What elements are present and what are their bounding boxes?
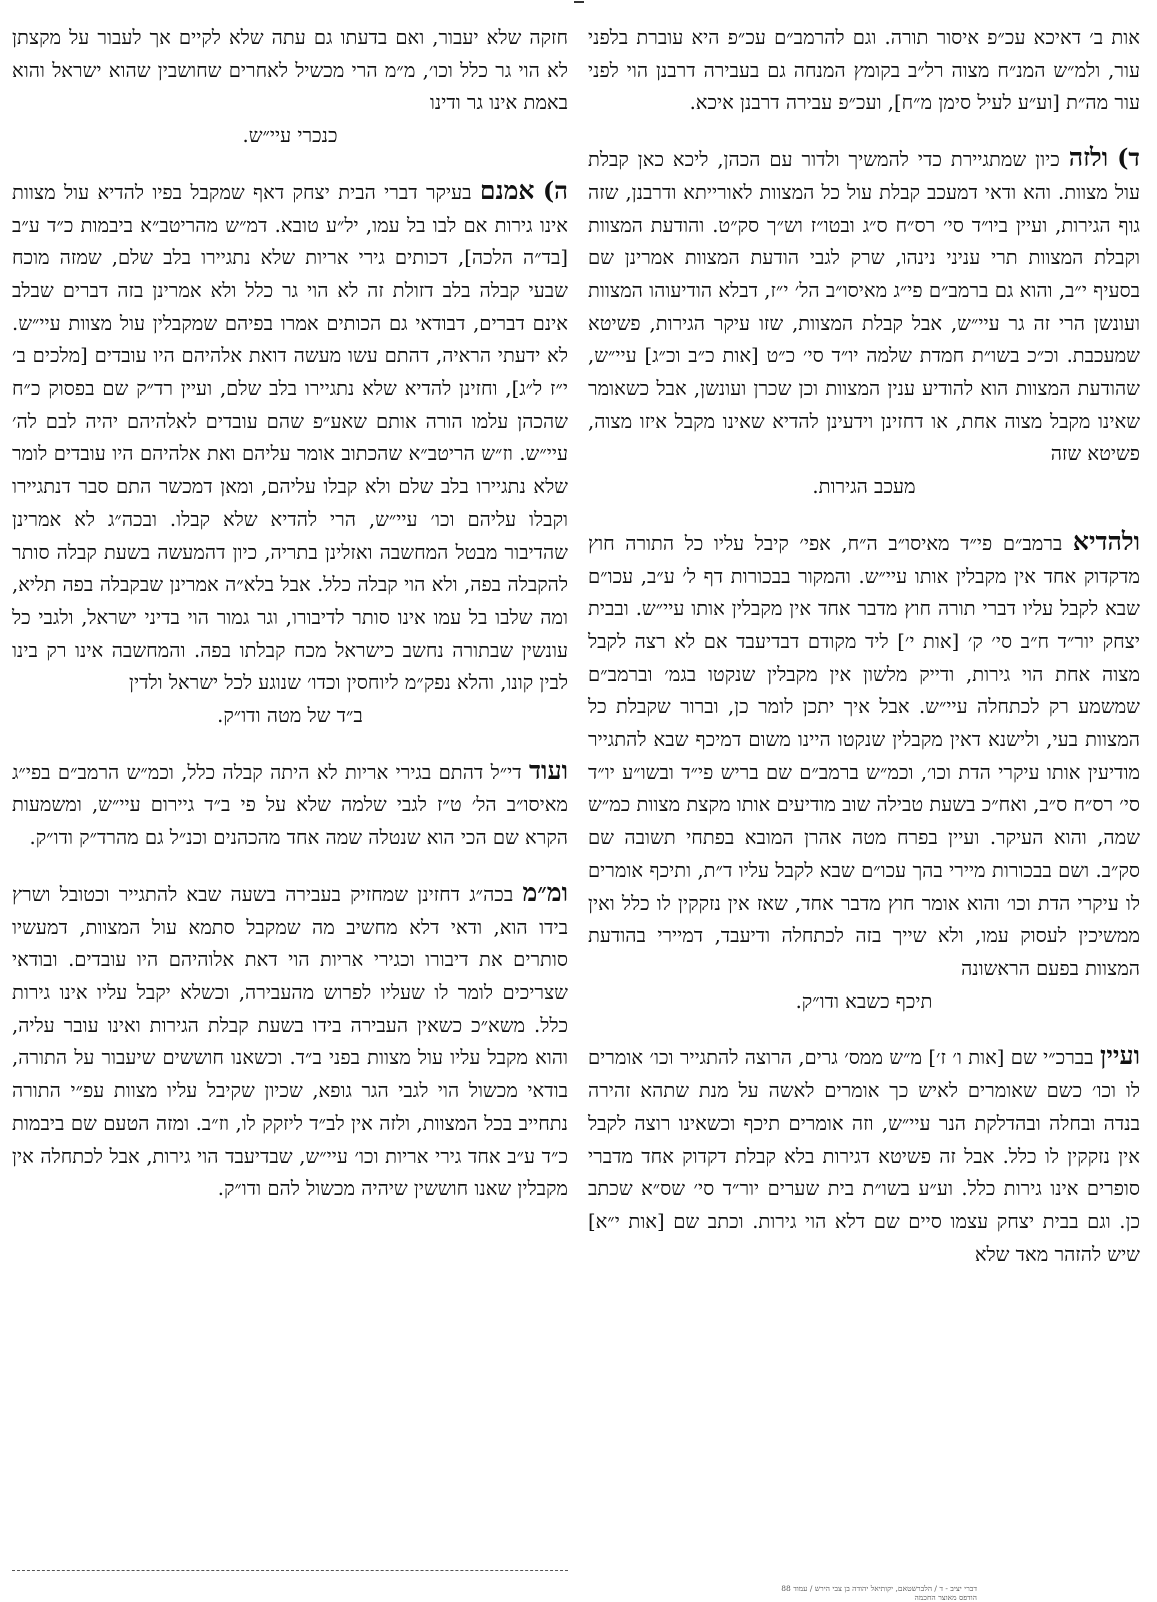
paragraph-intro-left bbox=[12, 22, 568, 153]
lead-word: ועיין bbox=[1099, 1041, 1140, 1071]
paragraph-section-h bbox=[12, 175, 568, 733]
paragraph-text: אות ב׳ דאיכא עכ״פ איסור תורה. וגם להרמב״ם עכ״פ היא עוברת בלפני עור, ולמ״ש המנ״ח מצוה רל״ב בקומץ המנחה גם בעבירה דרבנן הוי לפני עור מה״ת [וע״ע לעיל סימן מ״ח], ועכ״פ עבירה דרבנן איכא. bbox=[588, 26, 1140, 115]
footer-divider bbox=[12, 1570, 568, 1571]
footer-line-1: דברי יציב - ד / הלברשטאם, יקותיאל יהודה בן צבי הירש / עמוד 88 bbox=[781, 1584, 977, 1593]
right-column bbox=[588, 22, 1140, 1293]
paragraph-text: די״ל דהתם בגירי אריות לא היתה קבלה כלל, וכמ״ש הרמב״ם בפי״ג מאיסו״ב הל׳ ט״ז לגבי שלמה שלא על פי ב״ד גיירום עיי״ש, ומשמעות הקרא שם הכי הוא שנטלה שמה אחד מהכהנים וכנ״ל גם מהרד״ק ודו״ק. bbox=[12, 760, 568, 850]
paragraph-section-umm bbox=[12, 877, 568, 1206]
paragraph-text: בעיקר דברי הבית יצחק דאף שמקבל בפיו להדיא עול מצוות אינו גירות אם לבו בל עמו, יל״ע טובא. דמ״ש מהריטב״א ביבמות כ״ד ע״ב [בד״ה הלכה], דכותים גירי אריות שלא נתגיירו בלב שלם, שמזה מוכח שבעי קבלה בלב דזולת זה לא הוי גר כלל ולא אמרינן בזה דברים שבלב אינם דברים, דבודאי גם הכותים אמרו בפיהם שמקבלין עול מצוות עיי״ש. לא ידעתי הראיה, דהתם עשו מעשה דואת אלהיהם היו עובדים [מלכים ב׳ י״ז ל״ג], וחזינן להדיא שלא נתגיירו בלב שלם, ועיין רד״ק שם בפסוק כ״ח שהכהן עלמו הורה אותם שאע״פ שהם עובדים לאלהיהם יהיה לבם לה׳ עיי״ש. וז״ש הריטב״א שהכתוב אומר עליהם ואת אלהיהם היו עובדים לומר שלא נתגיירו בלב שלם ולא קבלו עליהם, ומאן דמכשר התם סבר דנתגיירו וקבלו עליהם וכו׳ עיי״ש, הרי להדיא שלא קבלו. ובכה״ג לא אמרינן שהדיבור מבטל המחשבה ואזלינן בתריה, כיון דהמעשה בשעת קבלה סותר להקבלה בפה, ולא הוי קבלה כלל. אבל בלא״ה אמרינן שבקבלה בפה תליא, ומה שלבו בל עמו אינו סותר לדיבורו, וגר גמור הוי בדיני ישראל, ולגבי כל עונשין שבתורה נחשב כישראל מכח קבלתו בפה. והמחשבה אינו רק בינו לבין קונו, והלא נפק״מ ליוחסין וכדו׳ שנוגע לכל ישראל ולדין bbox=[12, 180, 568, 695]
paragraph-section-d bbox=[588, 142, 1140, 504]
header-mark bbox=[0, 0, 1157, 8]
paragraph-section-veayin bbox=[588, 1040, 1140, 1271]
paragraph-last-line: ב״ד של מטה ודו״ק. bbox=[217, 704, 363, 728]
paragraph-section-veod bbox=[12, 755, 568, 855]
section-label: ד) bbox=[1117, 143, 1140, 173]
section-label: ה) bbox=[542, 175, 568, 205]
footer-credit bbox=[781, 1584, 977, 1602]
paragraph-text: בכה״ג דחזינן שמחזיק בעבירה בשעה שבא להתגייר וכטובל ושרץ בידו הוא, ודאי דלא מחשיב מה שמקבל סתמא עול המצוות, דמעשיו סותרים את דיבורו וכגירי אריות הוי דאת אלוהיהם היו עובדים. ובודאי שצריכים לומר לו שעליו לפרוש מהעבירה, וכשלא יקבל עליו אינו גירות כלל. משא״כ כשאין העבירה בידו בשעת קבלת הגירות ואינו עובר עליה, והוא מקבל עליו עול מצוות בפני ב״ד. וכשאנו חוששים שיעבור על התורה, בודאי מכשול הוי לגבי הגר גופא, שכיון שקיבל עליו מצוות עפ״י התורה נתחייב בכל המצוות, ולזה אין לב״ד ליזקק לו, וז״ב. ומזה הטעם שם ביבמות כ״ד ע״ב אחד גירי אריות וכו׳ עיי״ש, שבדיעבד הוי גירות, אבל לכתחלה אין מקבלין שאנו חוששין שיהיה מכשול להם ודו״ק. bbox=[12, 882, 568, 1201]
paragraph-text: בברכ״י שם [אות ו׳ ז׳] מ״ש ממס׳ גרים, הרוצה להתגייר וכו׳ אומרים לו וכו׳ כשם שאומרים לאיש כך אומרים לאשה על מנת שתהא זהירה בנדה ובחלה ובהדלקת הנר עיי״ש, וזה אומרים תיכף וכשאינו רוצה לקבל אין נזקקין לו כלל. אבל זה פשיטא דגירות בלא קבלת דקדוק אחד מדברי סופרים אינו גירות כלל. וע״ע בשו״ת בית שערים יור״ד סי׳ שס״א שכתב כן. וגם בבית יצחק עצמו סיים שם דלא הוי גירות. וכתב שם [אות י״א] שיש להזהר מאד שלא bbox=[588, 1046, 1140, 1266]
paragraph-text: כיון שמתגיירת כדי להמשיך ולדור עם הכהן, ליכא כאן קבלת עול מצוות. והא ודאי דמעכב קבלת עול כל המצוות לאורייתא ודרבנן, שזה גוף הגירות, ועיין ביו״ד סי׳ רס״ח ס״ג ובטו״ז וש״ך סק״ט. והודעת המצוות וקבלת המצוות תרי עניני נינהו, שרק לגבי הודעת המצוות אמרינן שם בסעיף י״ב, והוא גם ברמב״ם פי״ג מאיסו״ב הל׳ י״ז, דבלא הודיעוהו המצוות ועונשן הרי זה גר עיי״ש, אבל קבלת המצוות, שזו עיקר הגירות, פשיטא שמעכבת. וכ״כ בשו״ת חמדת שלמה יו״ד סי׳ כ״ט [אות כ״ב וכ״ג] עיי״ש, שהודעת המצוות הוא להודיע ענין המצוות וכן שכרן ועונשן, אבל כשאומר שאינו מקבל מצוה אחת, או דחזינן וידעינן להדיא שאינו מקבל איזו מצוה, פשיטא שזה bbox=[588, 148, 1140, 466]
paragraph-last-line: תיכף כשבא ודו״ק. bbox=[795, 989, 933, 1013]
left-column bbox=[12, 22, 568, 1228]
lead-word: ומ״מ bbox=[522, 877, 568, 907]
paragraph-last-line: כנכרי עיי״ש. bbox=[242, 124, 338, 148]
paragraph-section-lehadia bbox=[588, 526, 1140, 1019]
paragraph-last-line: מעכב הגירות. bbox=[812, 475, 916, 499]
paragraph-text: ברמב״ם פי״ד מאיסו״ב ה״ח, אפי׳ קיבל עליו כל התורה חוץ מדקדוק אחד אין מקבלין אותו עיי״ש. והמקור בבכורות דף ל׳ ע״ב, עכו״ם שבא לקבל עליו דברי תורה חוץ מדבר אחד אין מקבלין אותו עיי״ש. ובבית יצחק יור״ד ח״ב סי׳ ק׳ [אות י׳] ליד מקודם דבדיעבד אם לא רצה לקבל מצוה אחת הוי גירות, ודייק מלשון אין מקבלין שנקטו בגמ׳ וברמב״ם שמשמע רק לכתחלה עיי״ש. אבל איך יתכן לומר כן, וברור שקבלת כל המצוות בעי, ולישנא דאין מקבלין שנקטו היינו משום דמיכף שבא להתגייר מודיעין אותו עיקרי הדת וכו׳, וכמ״ש ברמב״ם שם בריש פי״ד ובשו״ע יו״ד סי׳ רס״ח ס״ב, ואח״כ בשעת טבילה שוב מודיעים אותו מקצת מצוות כמ״ש שמה, והוא העיקר. ועיין בפרח מטה אהרן המובא בפתחי תשובה שם סק״ב. ושם בבכורות מיירי בהך עכו״ם שבא לקבל עליו ד״ת, ותיכף אומרים לו עיקרי הדת וכו׳ והוא אומר חוץ מדבר אחד, שאז אין נזקקין לו כלל ואין ממשיכין לעסוק עמו, ולא שייך בזה לכתחלה ודיעבד, דמיירי בהודעת המצוות בפעם הראשונה bbox=[588, 531, 1140, 980]
lead-word: ולזה bbox=[1068, 143, 1109, 173]
lead-word: ועוד bbox=[529, 755, 568, 785]
lead-word: ולהדיא bbox=[1072, 526, 1140, 556]
footer-line-2: הודפס מאוצר החכמה bbox=[914, 1593, 977, 1602]
paragraph-text: חזקה שלא יעבור, ואם בדעתו גם עתה שלא לקיים אך לעבור על מקצתן לא הוי גר כלל וכו׳, מ״מ הרי מכשיל לאחרים שחושבין שהוא ישראל והוא באמת אינו גר ודינו bbox=[12, 26, 568, 115]
paragraph-intro-right bbox=[588, 22, 1140, 120]
lead-word: אמנם bbox=[479, 175, 535, 205]
